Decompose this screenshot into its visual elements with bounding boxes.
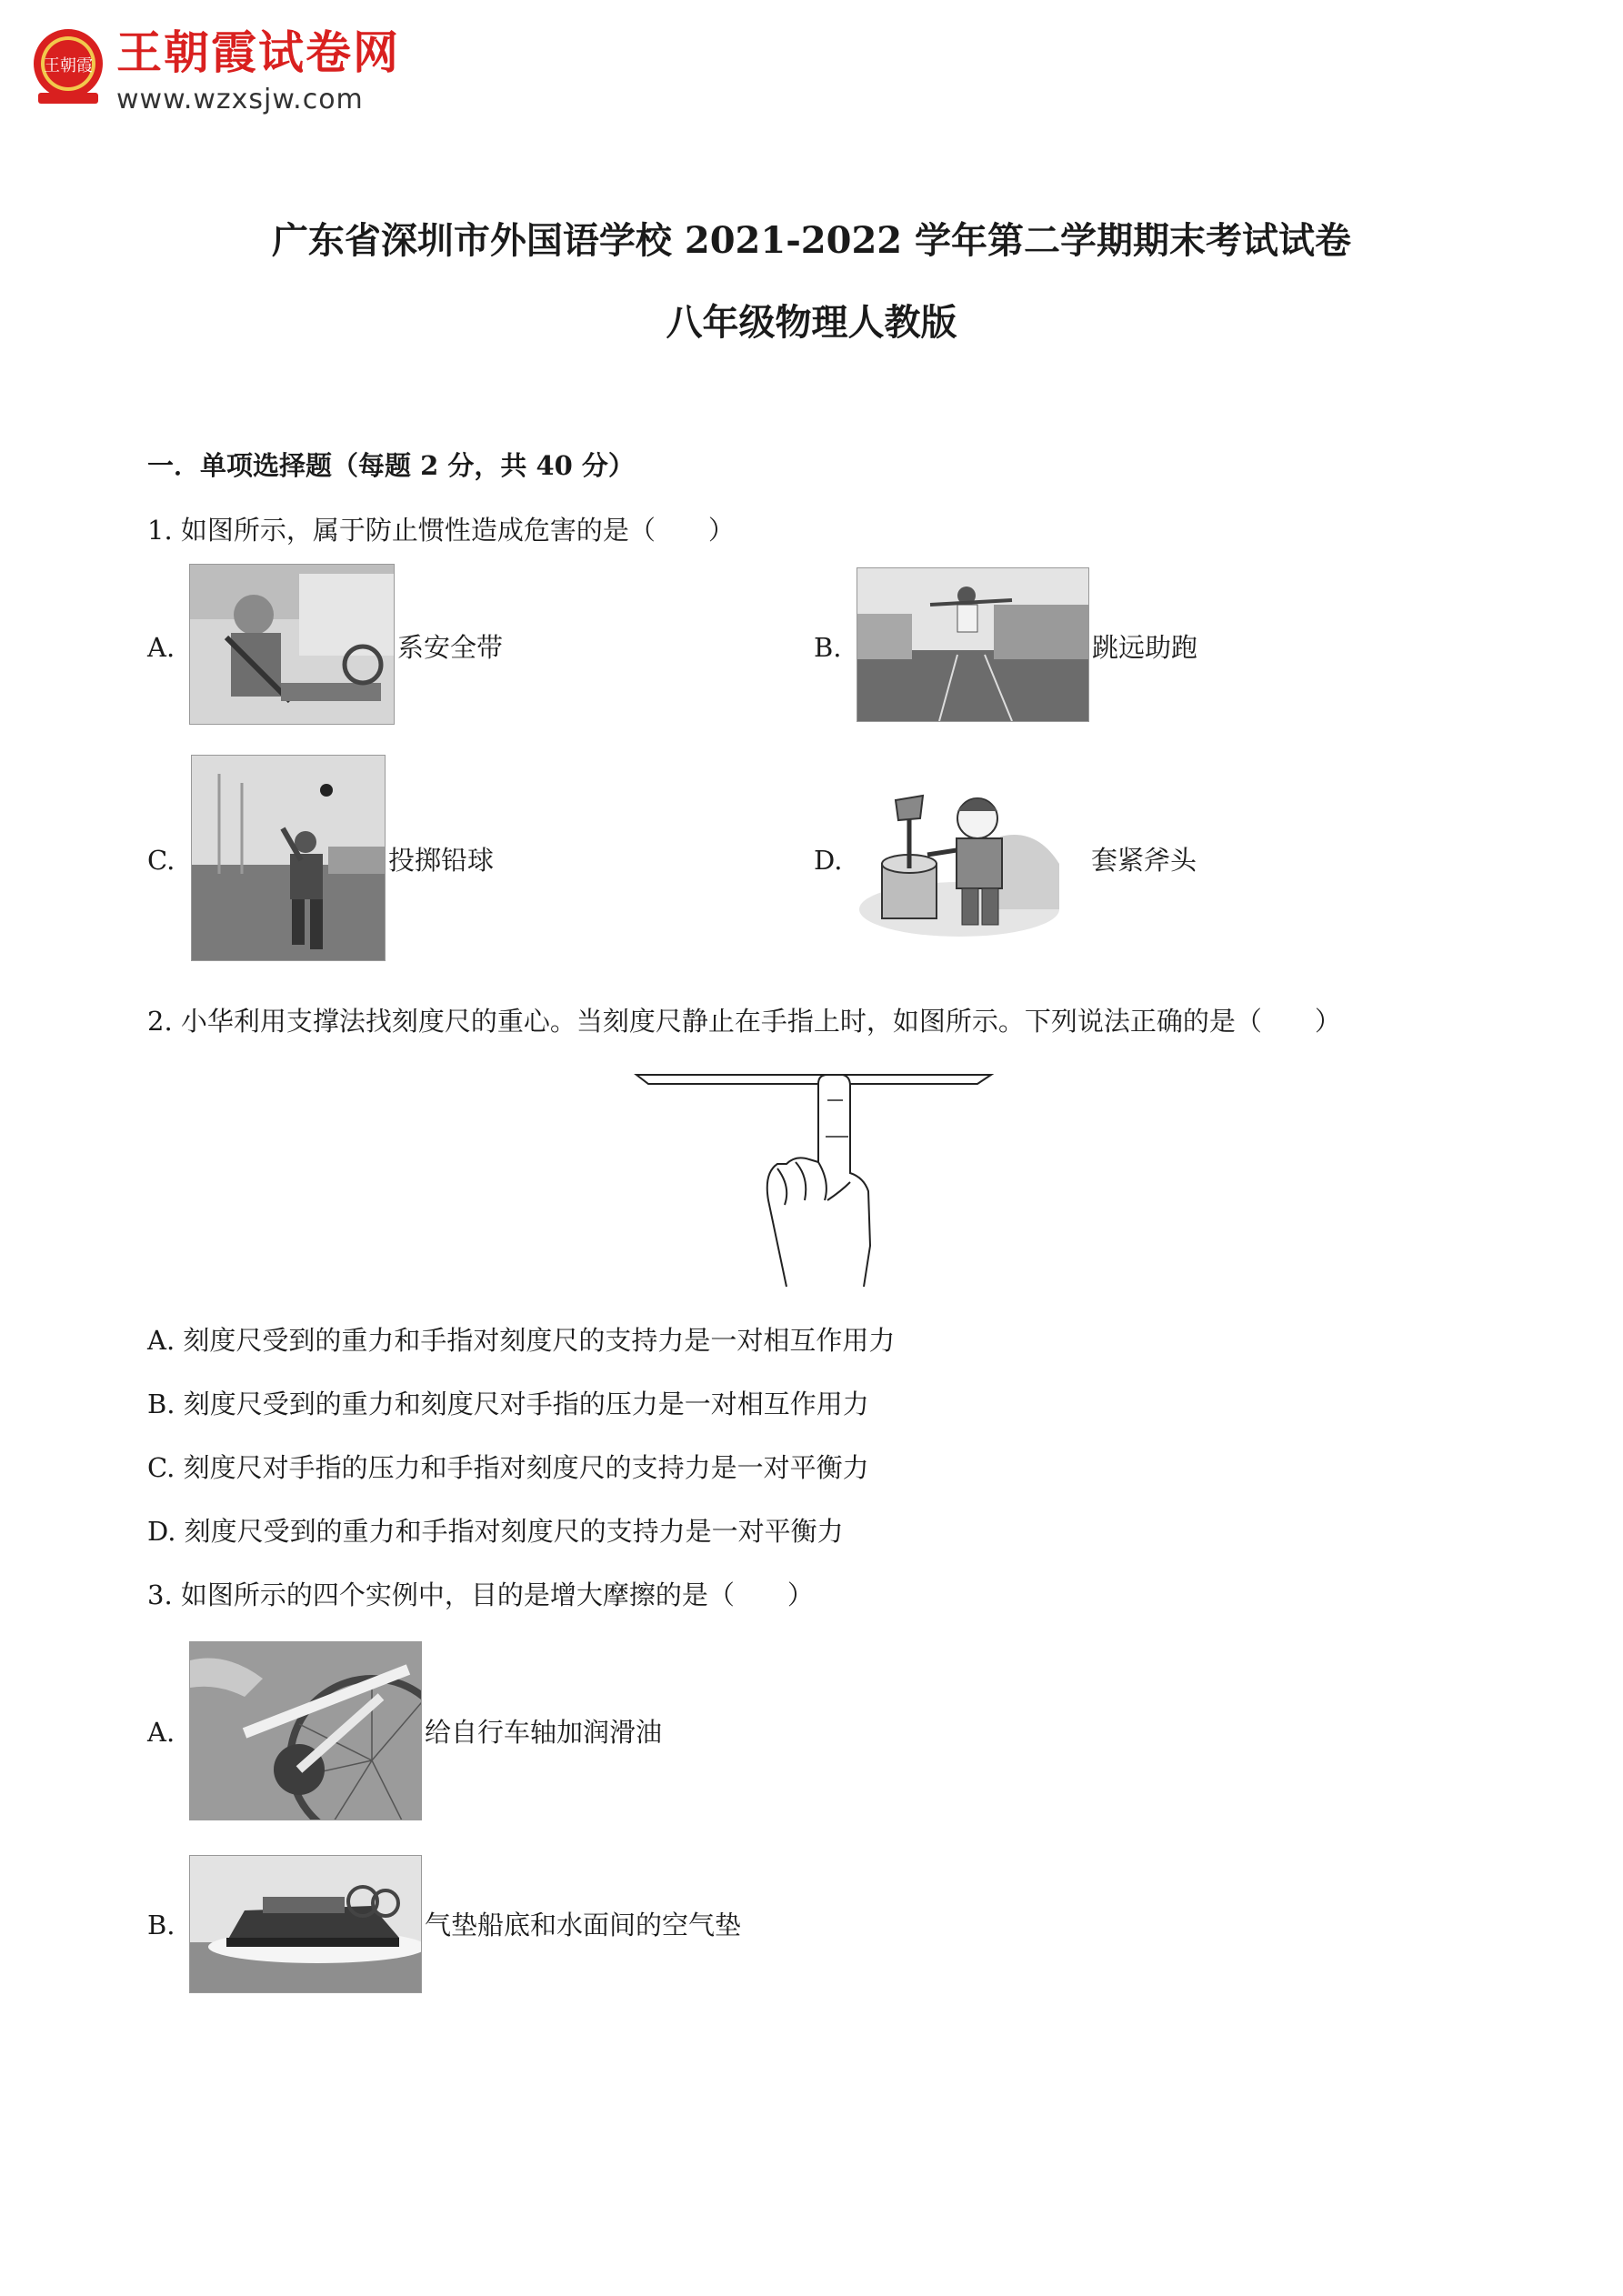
q1-option-a-image <box>189 564 395 725</box>
q1-option-b-image <box>857 567 1089 722</box>
q1-option-d-image <box>855 755 1064 946</box>
q2-option-c-letter: C. <box>147 1452 175 1483</box>
question-2-stem: 2. 小华利用支撑法找刻度尺的重心。当刻度尺静止在手指上时，如图所示。下列说法正确的是（ ） <box>147 1006 1341 1037</box>
q2-option-b-letter: B. <box>147 1389 175 1419</box>
q2-option-c-text: 刻度尺对手指的压力和手指对刻度尺的支持力是一对平衡力 <box>183 1452 869 1483</box>
question-1-stem: 1. 如图所示，属于防止惯性造成危害的是（ ） <box>147 515 735 546</box>
q1-option-d-letter: D. <box>814 845 843 876</box>
section-heading: 一．单项选择题（每题 2 分，共 40 分） <box>147 450 635 481</box>
q2-ruler-finger-figure <box>632 1064 996 1300</box>
q1-option-d-text: 套紧斧头 <box>1091 845 1197 876</box>
q2-option-b <box>147 1386 869 1422</box>
q2-option-d-letter: D. <box>147 1516 176 1547</box>
q1-option-b-letter: B. <box>814 632 842 663</box>
q1-option-c-text: 投掷铅球 <box>388 845 495 876</box>
q3-option-b-image <box>189 1855 422 1993</box>
q2-option-a <box>147 1322 895 1359</box>
q1-option-a-letter: A. <box>147 632 175 663</box>
q1-option-a-text: 系安全带 <box>397 632 504 663</box>
page-subtitle: 八年级物理人教版 <box>666 301 957 344</box>
q1-option-b-text: 跳远助跑 <box>1092 632 1198 663</box>
question-3-stem: 3. 如图所示的四个实例中，目的是增大摩擦的是（ ） <box>147 1579 814 1610</box>
logo-url: www.wzxsjw.com <box>116 84 364 115</box>
logo-title: 王朝霞试卷网 <box>116 26 400 79</box>
q2-option-a-letter: A. <box>147 1325 175 1356</box>
q2-option-a-text: 刻度尺受到的重力和手指对刻度尺的支持力是一对相互作用力 <box>183 1325 896 1356</box>
q2-option-d <box>147 1513 844 1549</box>
q3-option-a-text: 给自行车轴加润滑油 <box>425 1717 663 1748</box>
q3-option-a-letter: A. <box>147 1717 175 1748</box>
logo-badge <box>27 25 109 107</box>
q2-option-b-text: 刻度尺受到的重力和刻度尺对手指的压力是一对相互作用力 <box>183 1389 869 1419</box>
q3-option-a-image <box>189 1641 422 1820</box>
q1-option-c-image <box>191 755 386 961</box>
q3-option-b-letter: B. <box>147 1910 175 1940</box>
q1-option-c-letter: C. <box>147 845 175 876</box>
q2-option-d-text: 刻度尺受到的重力和手指对刻度尺的支持力是一对平衡力 <box>184 1516 844 1547</box>
q3-option-b-text: 气垫船底和水面间的空气垫 <box>425 1910 742 1940</box>
page-title: 广东省深圳市外国语学校 2021-2022 学年第二学期期末考试试卷 <box>271 219 1352 262</box>
q2-option-c <box>147 1449 869 1486</box>
logo-badge-text: 王朝霞 <box>44 56 93 75</box>
